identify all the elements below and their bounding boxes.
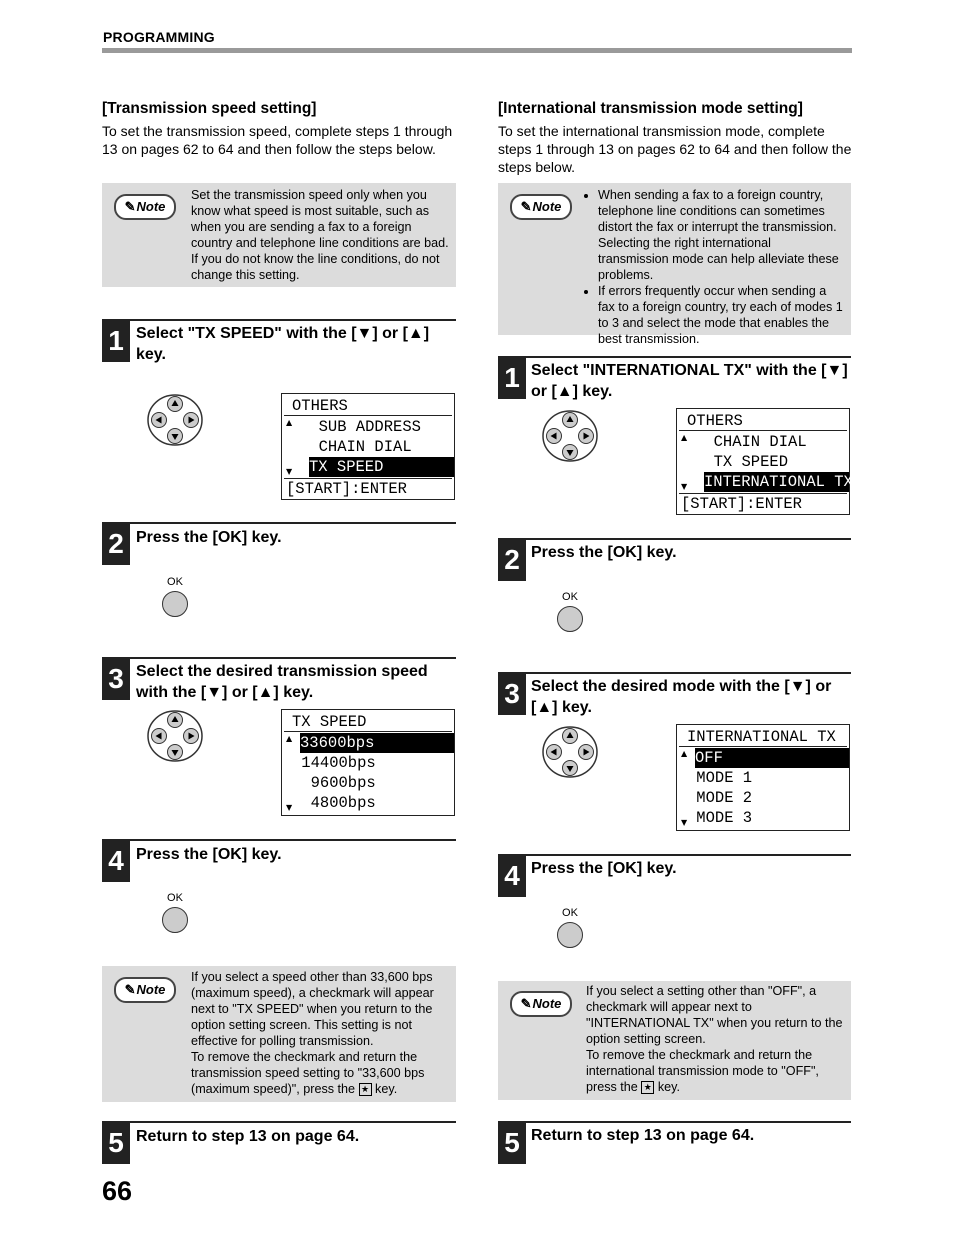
note-icon: ✎Note [114,194,176,220]
lcd-row: SUB ADDRESS [300,418,421,436]
step-rule [102,1121,456,1123]
left-note-bottom [102,966,456,1102]
right-note-bottom [498,981,851,1100]
step-title: Press the [OK] key. [136,529,282,546]
ok-button-icon [557,606,583,632]
note-icon: ✎Note [510,194,572,220]
lcd-title: OTHERS [679,411,847,431]
note-text: If you select a setting other than "OFF", a checkmark will appear next to "INTERNATIONAL TX" when you return to the option setting screen. To remove the checkmark and return the international transmission mode to "OFF", press the ★ key. [586,984,843,1094]
step-number: 4 [498,855,526,897]
left-section-title: [Transmission speed setting] [102,100,317,117]
step-title: Return to step 13 on page 64. [531,1127,755,1144]
step-number: 1 [102,320,130,362]
step-number: 5 [498,1122,526,1164]
step-rule [498,356,851,358]
step-number: 3 [498,673,526,715]
lcd-footer: [START]:ENTER [679,493,847,513]
ok-button-icon [162,591,188,617]
lcd-row: TX SPEED [695,453,789,471]
step-number: 2 [498,539,526,581]
ok-button-icon [557,922,583,948]
lcd-row-selected: TX SPEED [309,457,454,477]
step-title: Select the desired mode with the [▼] or [▲] key. [531,678,832,716]
arrow-keypad-icon [146,709,204,763]
arrow-keypad-icon [541,725,599,779]
lcd-footer: [START]:ENTER [284,478,452,498]
right-note-top [498,183,851,346]
note-text: Set the transmission speed only when you know what speed is most suitable, such as when you are sending a fax to a foreign country and telephone line conditions are bad. If you do not know the line conditions, do not change this setting. [191,188,449,282]
ok-key [160,892,190,933]
step-rule [102,522,456,524]
lcd-row-selected: INTERNATIONAL TX [704,473,853,491]
step-number: 5 [102,1122,130,1164]
ok-key-label: OK [167,576,183,588]
step-rule [498,672,851,674]
lcd-row: 14400bps [292,754,376,772]
ok-key [555,591,585,632]
arrow-keypad-icon [541,409,599,463]
ok-key-label: OK [167,892,183,904]
note-bullet: • If errors frequently occur when sending a fax to a foreign country, try each of modes 1 to 3 and select the mode that enables the best transmission. [598,283,844,347]
lcd-display-others: OTHERS ▲ CHAIN DIAL TX SPEED ▼ INTERNATIONAL TX [START]:ENTER [676,408,850,515]
ok-button-icon [162,907,188,933]
step-rule [102,839,456,841]
note-icon: ✎Note [114,977,176,1003]
note-icon: ✎Note [510,991,572,1017]
step-rule [498,538,851,540]
running-header: PROGRAMMING [103,29,215,45]
step-title: Press the [OK] key. [136,846,282,863]
step-title: Press the [OK] key. [531,544,677,561]
step-title: Select "TX SPEED" with the [▼] or [▲] key. [136,325,430,363]
ok-key [555,907,585,948]
step-number: 1 [498,357,526,399]
step-number: 4 [102,840,130,882]
lcd-title: INTERNATIONAL TX [679,727,847,747]
left-note-top [102,183,456,287]
lcd-row: MODE 2 [687,789,753,807]
ok-key-label: OK [562,907,578,919]
lcd-display-international-tx: INTERNATIONAL TX ▲ OFF MODE 1 MODE 2 ▼ MODE 3 [676,724,850,831]
step-title: Press the [OK] key. [531,860,677,877]
lcd-title: OTHERS [284,396,452,416]
lcd-row: MODE 1 [687,769,753,787]
arrow-keypad-icon [146,393,204,447]
lcd-display-others: OTHERS ▲ SUB ADDRESS CHAIN DIAL ▼ TX SPEED [START]:ENTER [281,393,455,500]
note-bullet: • When sending a fax to a foreign country, telephone line conditions can sometimes distort the fax or interrupt the transmission. Selecting the right international transmission mode can help alleviate these problems. [598,187,844,283]
step-rule [102,319,456,321]
step-number: 3 [102,658,130,700]
note-bullets [586,187,844,347]
ok-key-label: OK [562,591,578,603]
note-text: If you select a speed other than 33,600 bps (maximum speed), a checkmark will appear next to "TX SPEED" when you return to the option setting screen. This setting is not effective for polling transmission. To remove the checkmark and return the transmission speed setting to "33,600 bps (maximum speed)", press the ★ key. [191,970,434,1096]
lcd-display-tx-speed: TX SPEED ▲ 33600bps 14400bps 9600bps ▼ 4800bps [281,709,455,816]
lcd-row-selected: OFF [695,748,849,768]
right-section-title: [International transmission mode setting] [498,100,803,117]
header-rule [102,48,852,53]
step-title: Select "INTERNATIONAL TX" with the [▼] or [▲] key. [531,362,848,400]
lcd-row: MODE 3 [687,809,753,827]
right-section-intro: To set the international transmission mode, complete steps 1 through 13 on pages 62 to 64 and then follow the steps below. [498,123,852,175]
clear-key-icon: ★ [359,1083,372,1096]
clear-key-icon: ★ [641,1081,654,1094]
lcd-row: 4800bps [292,794,376,812]
step-title: Return to step 13 on page 64. [136,1128,360,1145]
step-title: Select the desired transmission speed with the [▼] or [▲] key. [136,663,428,701]
ok-key [160,576,190,617]
left-section-intro: To set the transmission speed, complete steps 1 through 13 on pages 62 to 64 and then follow the steps below. [102,123,453,157]
page-number: 66 [102,1176,133,1206]
lcd-row: 9600bps [292,774,376,792]
lcd-row: CHAIN DIAL [695,433,807,451]
lcd-row: CHAIN DIAL [300,438,412,456]
lcd-title: TX SPEED [284,712,452,732]
step-rule [498,1121,851,1123]
lcd-row-selected: 33600bps [300,733,454,753]
step-number: 2 [102,523,130,565]
step-rule [102,657,456,659]
step-rule [498,854,851,856]
